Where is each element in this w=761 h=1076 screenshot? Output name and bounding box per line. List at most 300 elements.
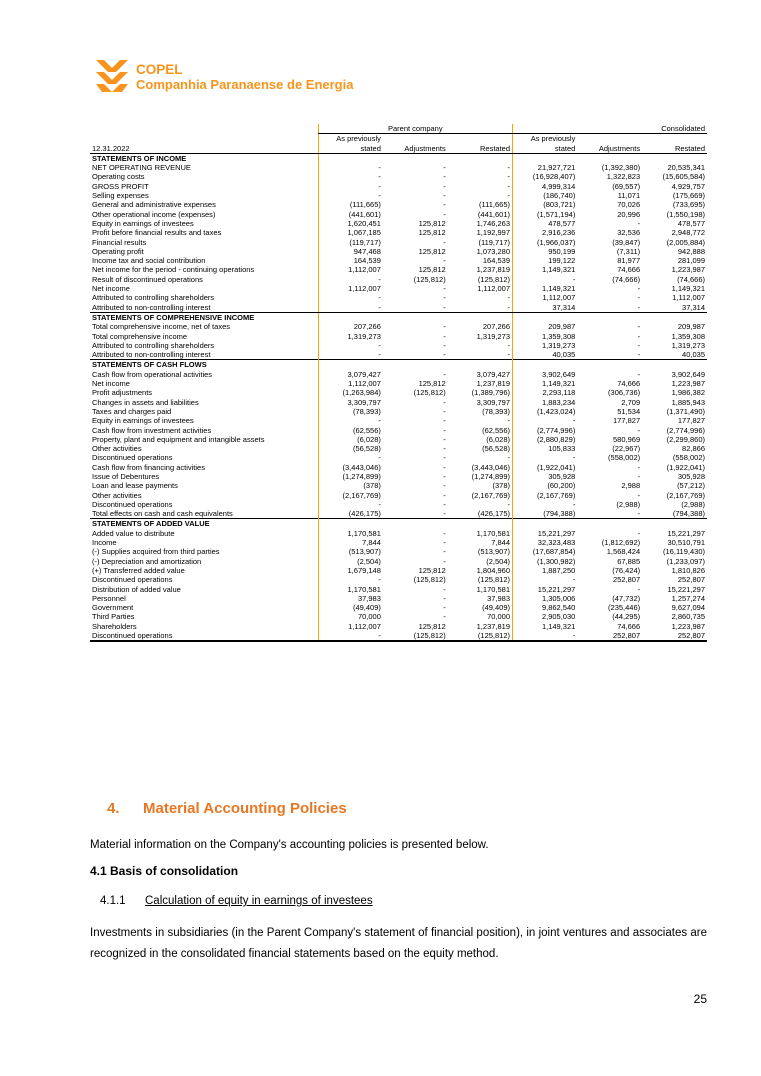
cell-value: 580,969 xyxy=(613,434,641,444)
cell-value: 305,928 xyxy=(677,471,705,481)
cell-value: (62,556) xyxy=(448,426,513,435)
cell-value: 3,902,649 xyxy=(541,369,576,379)
cell-value: - xyxy=(443,397,446,407)
cell-value: 9,627,094 xyxy=(671,603,705,613)
cell-value: (558,002) xyxy=(672,453,705,463)
row-label: Income tax and social contribution xyxy=(92,256,206,266)
cell-value: - xyxy=(318,293,383,302)
row-label: (-) Depreciation and amortization xyxy=(92,556,202,566)
cell-value: 1,237,819 xyxy=(448,379,513,388)
cell-value: - xyxy=(637,218,641,228)
cell-value: 7,844 xyxy=(448,538,513,547)
row-label: Equity in earnings of investees xyxy=(92,416,194,426)
cell-value: - xyxy=(443,538,446,548)
cell-value: (2,005,884) xyxy=(666,237,705,247)
cell-value: 1,170,581 xyxy=(448,529,513,538)
section-title: STATEMENTS OF INCOME xyxy=(90,153,318,163)
cell-value: - xyxy=(443,471,446,481)
cell-value: (111,665) xyxy=(448,200,513,209)
cell-value: 15,221,297 xyxy=(667,528,705,538)
cell-value: - xyxy=(443,181,446,191)
cell-value: 11,071 xyxy=(617,191,641,201)
row-label: Other activities xyxy=(92,444,142,454)
cell-value: (7,311) xyxy=(616,246,641,256)
heading-4-title: Material Accounting Policies xyxy=(143,800,347,817)
table-row xyxy=(90,566,707,575)
col-restated-header: Restated xyxy=(448,144,513,154)
cell-value: (378) xyxy=(448,481,513,490)
cell-value: (2,774,996) xyxy=(536,425,576,435)
table-row xyxy=(90,631,707,641)
table-row xyxy=(90,547,707,556)
cell-value: - xyxy=(318,163,383,172)
cell-value: (1,300,982) xyxy=(536,556,576,566)
cell-value: 164,539 xyxy=(318,256,383,265)
row-label: Result of discontinued operations xyxy=(92,274,203,284)
cell-value: 1,885,943 xyxy=(671,397,705,407)
cell-value: 70,026 xyxy=(617,200,641,210)
cell-value: - xyxy=(443,612,446,622)
cell-value: - xyxy=(448,500,513,509)
section-title: STATEMENTS OF COMPREHENSIVE INCOME xyxy=(90,312,318,322)
cell-value: 1,149,321 xyxy=(541,284,576,294)
cell-value: - xyxy=(637,350,641,360)
table-row xyxy=(90,612,707,621)
table-row xyxy=(90,228,707,237)
cell-value: 177,827 xyxy=(677,416,705,426)
col-restated-header: Restated xyxy=(642,144,707,154)
cell-value: 1,319,273 xyxy=(318,332,383,341)
cell-value: (56,528) xyxy=(448,444,513,453)
cell-value: (125,812) xyxy=(383,631,448,641)
table-row xyxy=(90,238,707,247)
cell-value: - xyxy=(443,191,446,201)
cell-value: (125,812) xyxy=(448,575,513,584)
cell-value: 177,827 xyxy=(613,416,641,426)
cell-value: 252,807 xyxy=(577,631,642,641)
cell-value: 1,986,382 xyxy=(671,388,705,398)
cell-value: - xyxy=(443,237,446,247)
cell-value: (17,687,854) xyxy=(532,547,576,557)
cell-value: 51,534 xyxy=(617,406,641,416)
row-label: Property, plant and equipment and intangible assets xyxy=(92,434,265,444)
cell-value: - xyxy=(572,499,576,509)
table-row xyxy=(90,603,707,612)
table-row xyxy=(90,407,707,416)
cell-value: (125,812) xyxy=(413,388,446,398)
cell-value: 37,314 xyxy=(642,303,707,313)
row-label: Equity in earnings of investees xyxy=(92,218,194,228)
cell-value: (49,409) xyxy=(318,603,383,612)
cell-value: 125,812 xyxy=(418,246,446,256)
cell-value: - xyxy=(443,406,446,416)
cell-value: 74,666 xyxy=(617,265,641,275)
cell-value: 947,468 xyxy=(318,247,383,256)
cell-value: - xyxy=(318,341,383,350)
cell-value: 67,885 xyxy=(617,556,641,566)
table-row xyxy=(90,284,707,293)
cell-value: (513,907) xyxy=(448,547,513,556)
cell-value: - xyxy=(448,453,513,462)
cell-value: (794,388) xyxy=(543,509,576,519)
cell-value: (3,443,046) xyxy=(448,463,513,472)
cell-value: 37,983 xyxy=(448,594,513,603)
cell-value: (1,966,037) xyxy=(536,237,576,247)
cell-value: 1,112,007 xyxy=(318,379,383,388)
cell-value: 37,314 xyxy=(513,303,578,313)
cell-value: - xyxy=(318,172,383,181)
table-row xyxy=(90,416,707,425)
cell-value: - xyxy=(448,163,513,172)
cell-value: (1,263,984) xyxy=(318,388,383,397)
cell-value: 942,888 xyxy=(677,246,705,256)
cell-value: (119,717) xyxy=(448,238,513,247)
cell-value: 15,221,297 xyxy=(537,584,576,594)
cell-value: 1,073,280 xyxy=(448,247,513,256)
row-label: Issue of Debentures xyxy=(92,471,160,481)
col-prev-header-line1: As previously xyxy=(318,134,383,144)
cell-value: (441,601) xyxy=(448,210,513,219)
cell-value: 1,679,148 xyxy=(318,566,383,575)
cell-value: 125,812 xyxy=(418,228,446,238)
cell-value: 3,309,797 xyxy=(318,398,383,407)
cell-value: 3,079,427 xyxy=(318,370,383,379)
table-row xyxy=(90,426,707,435)
cell-value: (74,666) xyxy=(612,274,641,284)
cell-value: (2,167,769) xyxy=(666,490,705,500)
cell-value: (2,774,996) xyxy=(666,425,705,435)
row-label: Cash flow from investment activities xyxy=(92,425,212,435)
table-row xyxy=(90,210,707,219)
cell-value: - xyxy=(443,481,446,491)
cell-value: (235,446) xyxy=(608,603,641,613)
cell-value: 1,620,451 xyxy=(318,219,383,228)
cell-value: (57,212) xyxy=(677,481,705,491)
cell-value: 1,359,308 xyxy=(671,331,705,341)
heading-4-1-1-title: Calculation of equity in earnings of investees xyxy=(145,895,373,907)
cell-value: (44,295) xyxy=(612,612,641,622)
cell-value: - xyxy=(443,322,446,332)
cell-value: 2,905,030 xyxy=(541,612,576,622)
cell-value: 199,122 xyxy=(548,256,576,266)
col-prev-header-line2: stated xyxy=(318,144,383,154)
table-row xyxy=(90,172,707,181)
cell-value: 1,810,826 xyxy=(671,565,705,575)
cell-value: - xyxy=(383,303,448,313)
heading-4-number: 4. xyxy=(107,800,120,817)
cell-value: (186,740) xyxy=(543,191,576,201)
cell-value: 1,883,234 xyxy=(541,397,576,407)
cell-value: 1,112,007 xyxy=(318,284,383,293)
cell-value: 478,577 xyxy=(677,218,705,228)
cell-value: - xyxy=(513,631,578,641)
cell-value: - xyxy=(443,499,446,509)
cell-value: - xyxy=(318,575,383,584)
table-row xyxy=(90,191,707,200)
cell-value: - xyxy=(443,163,446,173)
cell-value: 1,305,006 xyxy=(541,593,576,603)
cell-value: (76,424) xyxy=(612,565,641,575)
cell-value: 1,322,823 xyxy=(606,172,641,182)
row-label: Operating profit xyxy=(92,246,144,256)
table-row xyxy=(90,341,707,350)
cell-value: 20,535,341 xyxy=(667,163,705,173)
row-label: Discontinued operations xyxy=(92,453,173,463)
cell-value: - xyxy=(318,191,383,200)
cell-value: - xyxy=(448,350,513,360)
cell-value: - xyxy=(318,500,383,509)
cell-value: 30,510,791 xyxy=(667,538,705,548)
cell-value: (119,717) xyxy=(318,238,383,247)
cell-value: 1,112,007 xyxy=(672,293,705,303)
cell-value: - xyxy=(443,350,446,360)
cell-value: - xyxy=(443,256,446,266)
cell-value: 2,916,236 xyxy=(541,228,576,238)
cell-value: - xyxy=(318,416,383,425)
row-label: Income xyxy=(92,538,117,548)
cell-value: (1,571,194) xyxy=(536,209,576,219)
cell-value: 1,237,819 xyxy=(448,265,513,274)
cell-value: (306,736) xyxy=(608,388,641,398)
cell-value: 1,149,321 xyxy=(671,284,705,294)
cell-value: (16,928,407) xyxy=(532,172,576,182)
table-row xyxy=(90,472,707,481)
row-label: (+) Transferred added value xyxy=(92,565,185,575)
row-label: Other activities xyxy=(92,490,142,500)
cell-value: - xyxy=(577,303,642,313)
heading-4-1-1 xyxy=(100,895,373,907)
cell-value: 37,983 xyxy=(318,594,383,603)
cell-value: 125,812 xyxy=(418,265,446,275)
table-row xyxy=(90,444,707,453)
table-row xyxy=(90,388,707,397)
cell-value: 1,112,007 xyxy=(318,622,383,631)
cell-value: 1,170,581 xyxy=(318,529,383,538)
cell-value: - xyxy=(443,209,446,219)
cell-value: (3,443,046) xyxy=(318,463,383,472)
cell-value: - xyxy=(448,341,513,350)
table-row xyxy=(90,453,707,462)
heading-4-1-1-number: 4.1.1 xyxy=(100,895,126,907)
row-label: Added value to distribute xyxy=(92,528,175,538)
cell-value: 252,807 xyxy=(642,631,707,641)
cell-value: - xyxy=(443,509,446,519)
cell-value: (1,392,380) xyxy=(601,163,641,173)
row-label: Discontinued operations xyxy=(90,631,318,641)
heading-4-1: 4.1 Basis of consolidation xyxy=(90,864,239,878)
cell-value: 252,807 xyxy=(677,575,705,585)
cell-value: - xyxy=(318,275,383,284)
table-row xyxy=(90,529,707,538)
cell-value: (78,393) xyxy=(448,407,513,416)
cell-value: (1,371,490) xyxy=(666,406,705,416)
table-row xyxy=(90,500,707,509)
table-row xyxy=(90,293,707,302)
cell-value: 125,812 xyxy=(418,565,446,575)
paragraph-intro: Material information on the Company's accounting policies is presented below. xyxy=(90,839,489,851)
cell-value: - xyxy=(318,631,383,641)
cell-value: 125,812 xyxy=(418,218,446,228)
cell-value: - xyxy=(637,293,641,303)
cell-value: 2,988 xyxy=(621,481,641,491)
table-row xyxy=(90,463,707,472)
cell-value: (803,721) xyxy=(543,200,576,210)
cell-value: 1,112,007 xyxy=(448,284,513,293)
cell-value: - xyxy=(637,425,641,435)
cell-value: - xyxy=(443,416,446,426)
cell-value: - xyxy=(318,350,383,360)
cell-value: - xyxy=(448,172,513,181)
cell-value: - xyxy=(637,340,641,350)
cell-value: (733,695) xyxy=(672,200,705,210)
cell-value: (426,175) xyxy=(318,509,383,519)
section-title: STATEMENTS OF ADDED VALUE xyxy=(90,519,318,529)
cell-value: (6,028) xyxy=(318,435,383,444)
table-row xyxy=(90,538,707,547)
cell-value: - xyxy=(318,182,383,191)
cell-value: (69,557) xyxy=(612,181,641,191)
cell-value: (1,389,796) xyxy=(448,388,513,397)
cell-value: (49,409) xyxy=(448,603,513,612)
cell-value: 1,568,424 xyxy=(606,547,641,557)
cell-value: (125,812) xyxy=(448,275,513,284)
cell-value: 1,223,987 xyxy=(671,379,705,389)
cell-value: (2,880,829) xyxy=(536,434,576,444)
cell-value: (62,556) xyxy=(318,426,383,435)
cell-value: 3,902,649 xyxy=(671,369,705,379)
cell-value: - xyxy=(572,575,576,585)
cell-value: 21,927,721 xyxy=(537,163,576,173)
cell-value: - xyxy=(443,528,446,538)
row-label: Attributed to non-controlling interest xyxy=(92,350,211,360)
cell-value: 1,257,274 xyxy=(671,593,705,603)
cell-value: (1,922,041) xyxy=(536,462,576,472)
cell-value: 2,860,735 xyxy=(671,612,705,622)
cell-value: - xyxy=(637,509,641,519)
cell-value: 1,112,007 xyxy=(318,265,383,274)
cell-value: - xyxy=(443,172,446,182)
cell-value: - xyxy=(443,462,446,472)
cell-value: (1,233,097) xyxy=(666,556,705,566)
row-label: General and administrative expenses xyxy=(92,200,216,210)
row-label: Net income xyxy=(92,284,130,294)
group-consolidated: Consolidated xyxy=(513,124,707,134)
row-label: Total effects on cash and cash equivalents xyxy=(92,509,233,519)
copel-logo-icon xyxy=(94,58,130,94)
cell-value: (441,601) xyxy=(318,210,383,219)
cell-value: - xyxy=(637,584,641,594)
cell-value: 305,928 xyxy=(548,471,576,481)
table-row xyxy=(90,585,707,594)
col-prev-header-line2: stated xyxy=(513,144,578,154)
cell-value: - xyxy=(448,191,513,200)
page-number: 25 xyxy=(693,992,707,1006)
cell-value: 164,539 xyxy=(448,256,513,265)
cell-value: (1,274,899) xyxy=(448,472,513,481)
cell-value: 40,035 xyxy=(552,350,576,360)
col-prev-header-line1: As previously xyxy=(530,134,576,144)
cell-value: 1,149,321 xyxy=(541,379,576,389)
cell-value: - xyxy=(448,293,513,302)
cell-value: (111,665) xyxy=(318,200,383,209)
cell-value: (39,847) xyxy=(612,237,641,247)
cell-value: (125,812) xyxy=(413,274,446,284)
row-label: Discontinued operations xyxy=(92,575,173,585)
cell-value: - xyxy=(443,331,446,341)
section-row xyxy=(90,519,707,529)
cell-value: - xyxy=(448,182,513,191)
row-label: Government xyxy=(92,603,134,613)
cell-value: - xyxy=(443,593,446,603)
cell-value: 1,067,185 xyxy=(318,228,383,237)
cell-value: (2,167,769) xyxy=(448,491,513,500)
cell-value: 950,199 xyxy=(548,246,576,256)
cell-value: (74,666) xyxy=(677,274,705,284)
cell-value: (1,922,041) xyxy=(666,462,705,472)
logo-name: COPEL xyxy=(136,62,183,77)
row-label: (-) Supplies acquired from third parties xyxy=(92,547,220,557)
cell-value: (56,528) xyxy=(318,444,383,453)
cell-value: 4,929,757 xyxy=(671,181,705,191)
cell-value: (2,167,769) xyxy=(536,490,576,500)
cell-value: - xyxy=(637,490,641,500)
cell-value: - xyxy=(637,471,641,481)
cell-value: 32,323,483 xyxy=(537,538,576,548)
cell-value: 1,237,819 xyxy=(448,622,513,631)
paragraph-equity-method: Investments in subsidiaries (in the Parent Company's statement of financial position), in joint ventures and associates are recognized in the consolidated financial statements based on the equity method. xyxy=(90,927,707,960)
table-row xyxy=(90,163,707,172)
cell-value: 74,666 xyxy=(617,379,641,389)
cell-value: - xyxy=(637,369,641,379)
cell-value: (2,504) xyxy=(318,557,383,566)
table-row xyxy=(90,398,707,407)
cell-value: (1,812,692) xyxy=(601,538,641,548)
row-label: Personnel xyxy=(92,593,126,603)
row-label: Taxes and charges paid xyxy=(92,406,172,416)
cell-value: (16,119,430) xyxy=(663,547,705,557)
table-row xyxy=(90,350,707,360)
cell-value: 81,977 xyxy=(617,256,641,266)
table-row xyxy=(90,594,707,603)
table-row xyxy=(90,219,707,228)
cell-value: (78,393) xyxy=(318,407,383,416)
cell-value: 3,079,427 xyxy=(448,370,513,379)
cell-value: 207,266 xyxy=(318,322,383,331)
section-row xyxy=(90,153,707,163)
cell-value: (6,028) xyxy=(448,435,513,444)
cell-value: (2,504) xyxy=(448,557,513,566)
section-heading-4 xyxy=(107,800,347,817)
row-label: Attributed to controlling shareholders xyxy=(92,340,215,350)
cell-value: (2,167,769) xyxy=(318,491,383,500)
cell-value: (1,423,024) xyxy=(536,406,576,416)
cell-value: 1,746,263 xyxy=(448,219,513,228)
cell-value: (513,907) xyxy=(318,547,383,556)
table-row xyxy=(90,481,707,490)
cell-value: - xyxy=(572,416,576,426)
cell-value: - xyxy=(443,444,446,454)
cell-value: 1,223,987 xyxy=(671,621,705,631)
row-label: Profit adjustments xyxy=(92,388,153,398)
cell-value: 1,319,273 xyxy=(448,332,513,341)
cell-value: 15,221,297 xyxy=(667,584,705,594)
cell-value: 105,833 xyxy=(548,444,576,454)
cell-value: (1,550,198) xyxy=(666,209,705,219)
cell-value: 7,844 xyxy=(318,538,383,547)
cell-value: 3,309,797 xyxy=(448,398,513,407)
table-row xyxy=(90,575,707,584)
cell-value: - xyxy=(448,303,513,313)
